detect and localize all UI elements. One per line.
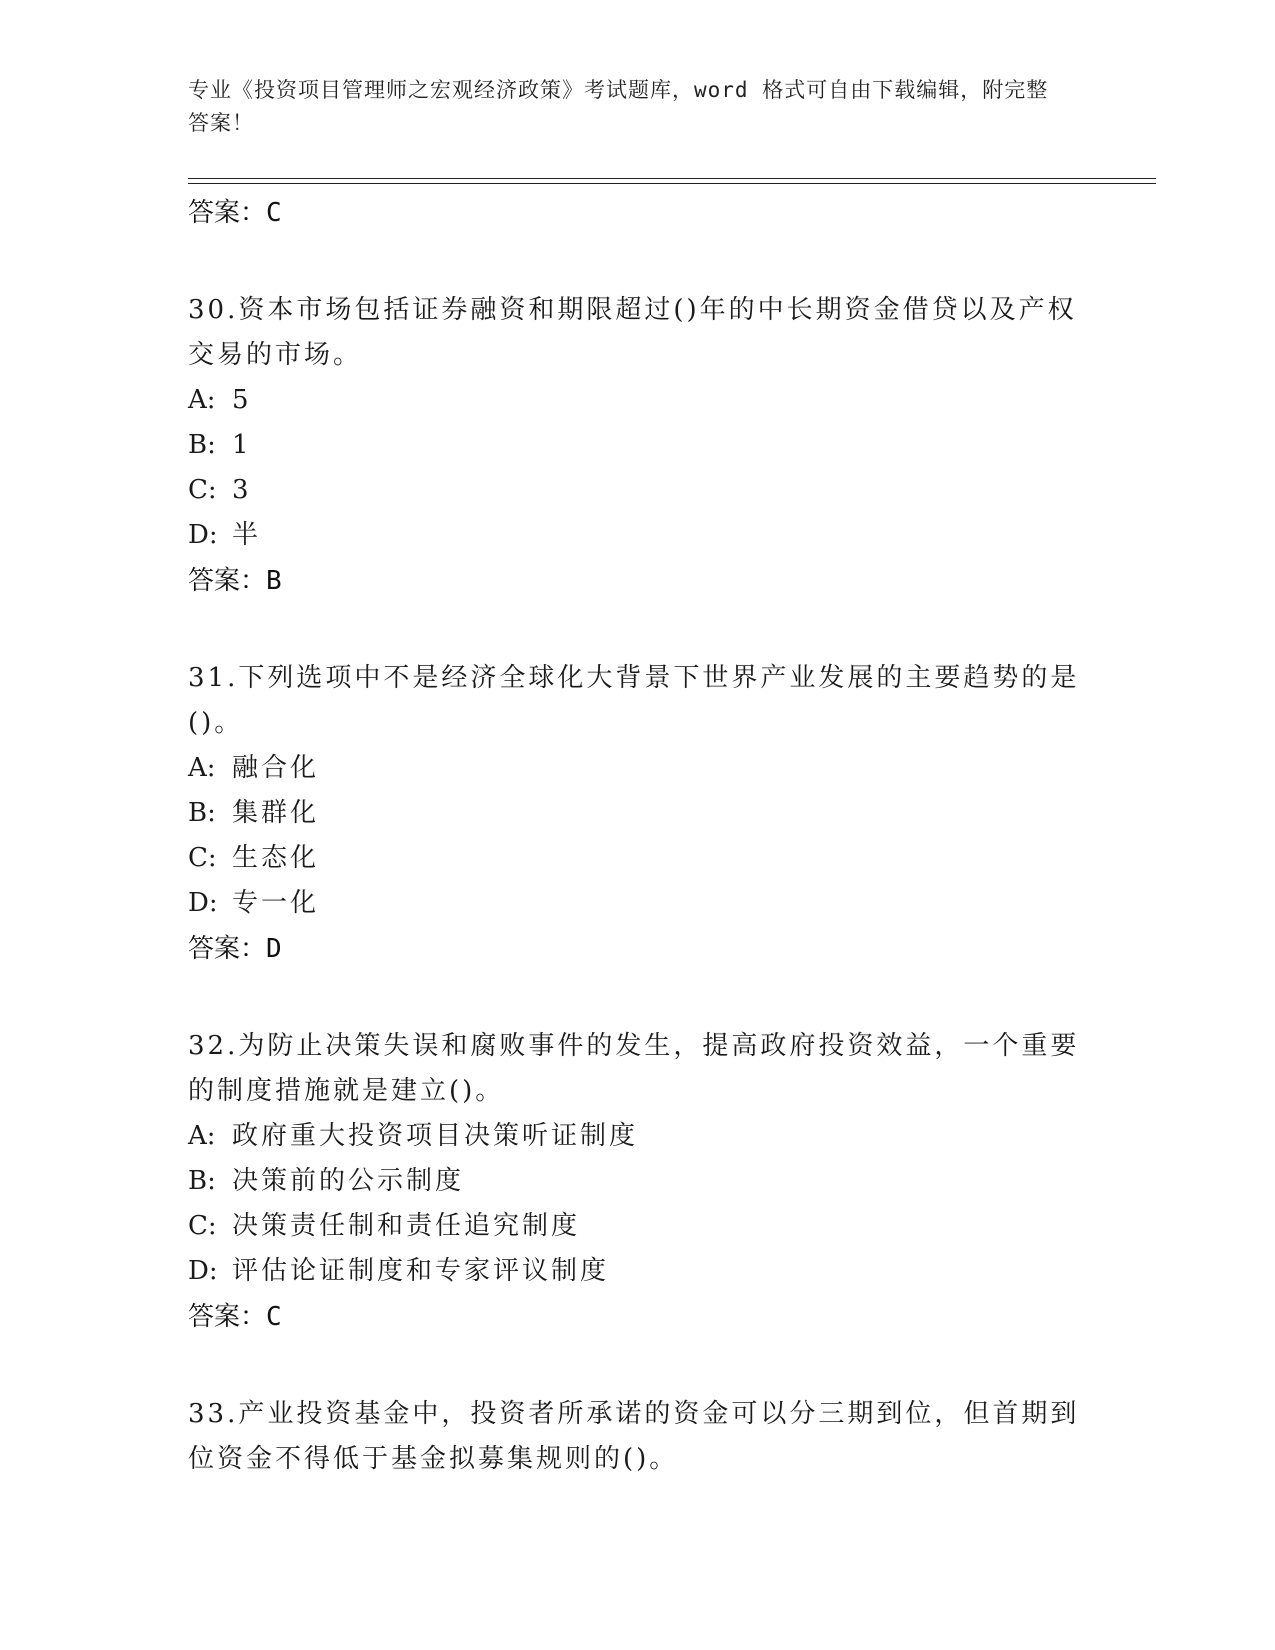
header-divider-bottom — [188, 183, 1156, 184]
answer-value: B — [266, 566, 282, 596]
option-b — [188, 1159, 1088, 1204]
question-stem: 32.为防止决策失误和腐败事件的发生，提高政府投资效益，一个重要的制度措施就是建立()。 — [188, 1031, 1080, 1106]
option-key: C: — [188, 475, 217, 505]
option-text: 生态化 — [232, 843, 320, 873]
question-30 — [188, 288, 1088, 604]
answer-label: 答案： — [188, 198, 267, 228]
option-key: B: — [188, 1166, 216, 1196]
option-a — [188, 746, 1088, 791]
option-key: B: — [188, 430, 216, 460]
answer-label: 答案： — [188, 566, 267, 596]
option-text: 半 — [232, 520, 262, 550]
document-header: 专业《投资项目管理师之宏观经济政策》考试题库，word 格式可自由下载编辑，附完整答案！ — [188, 78, 1049, 135]
option-text: 决策前的公示制度 — [232, 1166, 465, 1196]
option-c — [188, 836, 1088, 881]
option-b — [188, 423, 1088, 468]
answer-line — [188, 190, 1088, 236]
option-c — [188, 468, 1088, 513]
answer-line — [188, 926, 1088, 972]
answer-label: 答案： — [188, 934, 267, 964]
option-d — [188, 881, 1088, 926]
option-key: C: — [188, 1211, 217, 1241]
option-key: A: — [188, 1121, 216, 1151]
option-key: D: — [188, 1256, 218, 1286]
option-text: 集群化 — [232, 798, 320, 828]
option-b — [188, 791, 1088, 836]
option-text: 政府重大投资项目决策听证制度 — [232, 1121, 639, 1151]
answer-value: C — [266, 1302, 282, 1332]
question-31 — [188, 656, 1088, 972]
answer-line — [188, 1294, 1088, 1340]
option-key: A: — [188, 385, 216, 415]
header-divider-top — [188, 178, 1156, 179]
option-text: 决策责任制和责任追究制度 — [232, 1211, 581, 1241]
answer-value: D — [266, 934, 282, 964]
option-key: C: — [188, 843, 217, 873]
option-c — [188, 1204, 1088, 1249]
option-text: 专一化 — [232, 888, 320, 918]
question-32 — [188, 1024, 1088, 1340]
question-33 — [188, 1392, 1088, 1482]
question-list — [188, 190, 1088, 1482]
option-key: D: — [188, 888, 218, 918]
option-text: 1 — [232, 430, 252, 460]
option-key: D: — [188, 520, 218, 550]
option-key: A: — [188, 753, 216, 783]
question-stem: 31.下列选项中不是经济全球化大背景下世界产业发展的主要趋势的是()。 — [188, 663, 1080, 738]
option-a — [188, 1114, 1088, 1159]
option-text: 5 — [232, 385, 252, 415]
question-stem: 33.产业投资基金中，投资者所承诺的资金可以分三期到位，但首期到位资金不得低于基金拟募集规则的()。 — [188, 1399, 1080, 1474]
option-text: 3 — [232, 475, 252, 505]
answer-label: 答案： — [188, 1302, 267, 1332]
option-a — [188, 378, 1088, 423]
question-stem: 30.资本市场包括证券融资和期限超过()年的中长期资金借贷以及产权交易的市场。 — [188, 295, 1077, 370]
option-text: 评估论证制度和专家评议制度 — [232, 1256, 610, 1286]
option-d — [188, 513, 1088, 558]
option-key: B: — [188, 798, 216, 828]
answer-value: C — [266, 198, 282, 228]
answer-line — [188, 558, 1088, 604]
option-text: 融合化 — [232, 753, 320, 783]
option-d — [188, 1249, 1088, 1294]
